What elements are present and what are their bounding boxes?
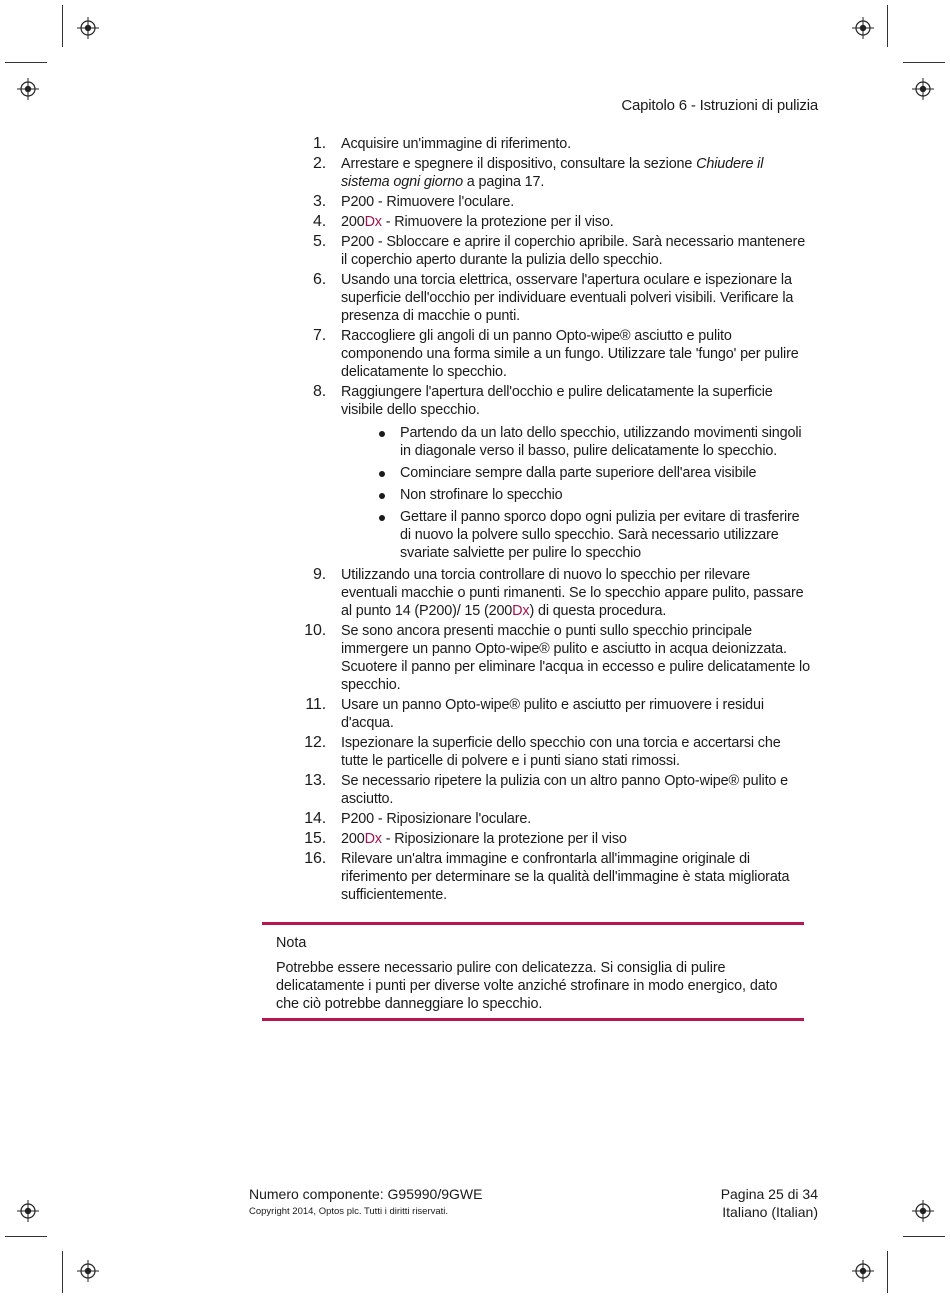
step-text: Utilizzando una torcia controllare di nuovo lo specchio per rilevare eventuali macchie o punti rimanenti. Se lo specchio appare pulito, passare al punto 14 (P200)/ 15 (200 [341, 567, 804, 619]
step-text: - Rimuovere la protezione per il viso. [381, 214, 614, 230]
list-item [300, 155, 810, 191]
step-number: 15. [304, 830, 326, 847]
step-number: 14. [304, 810, 326, 827]
crop-mark [5, 62, 47, 63]
note-bottom-rule [262, 1018, 804, 1021]
step-number: 9. [312, 566, 326, 583]
registration-mark-icon [77, 17, 99, 39]
registration-mark-icon [852, 17, 874, 39]
crop-mark [887, 1251, 888, 1293]
registration-mark-icon [17, 1200, 39, 1222]
crop-mark [903, 1236, 945, 1237]
language: Italiano (Italian) [722, 1204, 818, 1220]
step-text: a pagina 17. [462, 174, 545, 190]
bullet-dot-icon [379, 471, 385, 477]
cleaning-steps-list [300, 135, 810, 906]
footer-right [620, 1186, 818, 1221]
bullet-text: Gettare il panno sporco dopo ogni pulizia per evitare di trasferire di nuovo la polvere sullo specchio. Sarà necessario utilizzare svariate salviette per pulire lo specchio [400, 509, 800, 561]
list-item [300, 850, 810, 904]
crop-mark [887, 5, 888, 47]
step-text: Se sono ancora presenti macchie o punti sullo specchio principale immergere un panno Opto-wipe® pulito e asciutto in acqua deionizzata. Scuotere il panno per eliminare l'acqua in eccesso e pulire delicatamente lo specchio. [341, 623, 810, 693]
model-brand-suffix: Dx [364, 214, 382, 230]
crop-mark [62, 1251, 63, 1293]
model-prefix: 200 [341, 831, 365, 847]
bullet-item [400, 508, 810, 562]
step-text: Raggiungere l'apertura dell'occhio e pulire delicatamente la superficie visibile dello specchio. [341, 384, 773, 418]
step-text: Acquisire un'immagine di riferimento. [341, 136, 571, 152]
step-number: 11. [305, 696, 326, 713]
list-item [300, 830, 810, 848]
step-number: 5. [312, 233, 326, 250]
bullet-item [400, 424, 810, 460]
list-item [300, 772, 810, 808]
step-number: 3. [312, 193, 326, 210]
step-text: ) di questa procedura. [529, 603, 667, 619]
chapter-header: Capitolo 6 - Istruzioni di pulizia [621, 97, 818, 114]
bullet-dot-icon [379, 493, 385, 499]
step-number: 10. [304, 622, 326, 639]
registration-mark-icon [17, 78, 39, 100]
footer-left [249, 1186, 482, 1219]
step-text: - Riposizionare la protezione per il viso [381, 831, 627, 847]
step-text: P200 - Rimuovere l'oculare. [341, 194, 515, 210]
list-item [300, 193, 810, 211]
list-item [300, 734, 810, 770]
copyright: Copyright 2014, Optos plc. Tutti i diritti riservati. [249, 1206, 449, 1217]
registration-mark-icon [912, 78, 934, 100]
registration-mark-icon [77, 1260, 99, 1282]
step-text: Se necessario ripetere la pulizia con un altro panno Opto-wipe® pulito e asciutto. [341, 773, 788, 807]
step-text: Rilevare un'altra immagine e confrontarla all'immagine originale di riferimento per determinare se la qualità dell'immagine è stata migliorata sufficientemente. [341, 851, 790, 903]
list-item [300, 383, 810, 562]
list-item [300, 696, 810, 732]
list-item [300, 271, 810, 325]
note-body: Potrebbe essere necessario pulire con delicatezza. Si consiglia di pulire delicatamente i punti per diverse volte anziché strofinare in modo energico, dato che ciò potrebbe danneggiare lo specchio. [276, 960, 778, 1012]
list-item [300, 810, 810, 828]
part-number: Numero componente: G95990/9GWE [249, 1186, 483, 1202]
step-number: 2. [312, 155, 326, 172]
step-text: P200 - Riposizionare l'oculare. [341, 811, 532, 827]
step-text: Usare un panno Opto-wipe® pulito e asciutto per rimuovere i residui d'acqua. [341, 697, 764, 731]
list-item [300, 233, 810, 269]
bullet-item [400, 464, 810, 482]
step-text: Usando una torcia elettrica, osservare l'apertura oculare e ispezionare la superficie dell'occhio per individuare eventuali polveri visibili. Verificare la presenza di macchie o punti. [341, 272, 794, 324]
registration-mark-icon [912, 1200, 934, 1222]
step-text: Raccogliere gli angoli di un panno Opto-wipe® asciutto e pulito componendo una forma simile a un fungo. Utilizzare tale 'fungo' per pulire delicatamente lo specchio. [341, 328, 799, 380]
page-number: Pagina 25 di 34 [720, 1186, 818, 1202]
list-item [300, 327, 810, 381]
list-item [300, 135, 810, 153]
step-text: Arrestare e spegnere il dispositivo, consultare la sezione [341, 156, 697, 172]
step-number: 12. [304, 734, 326, 751]
bullet-text: Partendo da un lato dello specchio, utilizzando movimenti singoli in diagonale verso il basso, pulire delicatamente lo specchio. [400, 425, 802, 459]
crop-mark [903, 62, 945, 63]
bullet-text: Non strofinare lo specchio [400, 487, 563, 503]
sub-bullet-list [341, 424, 810, 562]
bullet-dot-icon [379, 515, 385, 521]
registration-mark-icon [852, 1260, 874, 1282]
step-number: 16. [304, 850, 326, 867]
bullet-item [400, 486, 810, 504]
step-number: 13. [304, 772, 326, 789]
step-number: 7. [312, 327, 326, 344]
note-top-rule [262, 922, 804, 925]
note-title: Nota [276, 935, 307, 951]
bullet-text: Cominciare sempre dalla parte superiore dell'area visibile [400, 465, 757, 481]
step-number: 8. [312, 383, 326, 400]
model-brand-suffix: Dx [364, 831, 382, 847]
step-number: 6. [312, 271, 326, 288]
section-reference: Chiudere il sistema ogni giorno [341, 156, 764, 190]
step-number: 4. [312, 213, 326, 230]
step-number: 1. [312, 135, 326, 152]
bullet-dot-icon [379, 431, 385, 437]
model-brand-suffix: Dx [512, 603, 530, 619]
model-prefix: 200 [341, 214, 365, 230]
step-text: Ispezionare la superficie dello specchio con una torcia e accertarsi che tutte le particelle di polvere e i punti siano stati rimossi. [341, 735, 781, 769]
list-item [300, 213, 810, 231]
list-item [300, 622, 810, 694]
list-item [300, 566, 810, 620]
crop-mark [5, 1236, 47, 1237]
step-text: P200 - Sbloccare e aprire il coperchio apribile. Sarà necessario mantenere il coperchio aperto durante la pulizia dello specchio. [341, 234, 806, 268]
crop-mark [62, 5, 63, 47]
